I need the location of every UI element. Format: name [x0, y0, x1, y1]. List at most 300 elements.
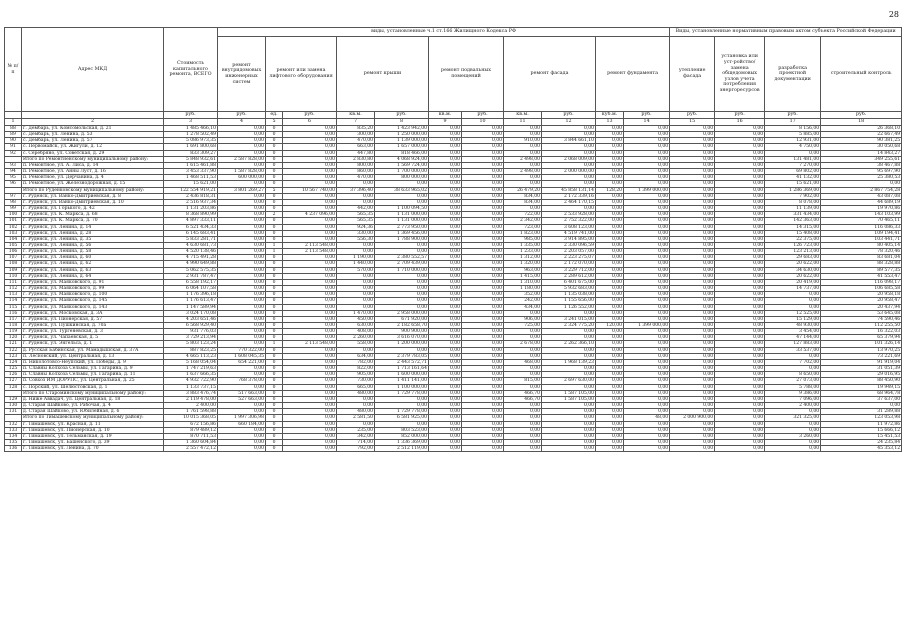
value-cell: 2 119 478,00 [164, 396, 218, 402]
value-cell: 0,00 [542, 427, 596, 433]
value-cell: 0,00 [429, 132, 462, 138]
value-cell: 123 053,98 [821, 415, 902, 421]
value-cell: 0,00 [596, 341, 624, 347]
value-cell: 0,00 [283, 156, 337, 162]
value-cell: 0,00 [624, 347, 670, 353]
value-cell: 0,00 [462, 144, 504, 150]
value-cell: 0,00 [462, 255, 504, 261]
value-cell: 0,00 [283, 329, 337, 335]
value-cell: 0,00 [429, 181, 462, 187]
units-cell: руб. [218, 112, 266, 119]
value-cell: 0,00 [218, 409, 266, 415]
row-number-cell: 88 [5, 126, 22, 132]
value-cell: 0,00 [765, 439, 821, 445]
value-cell: 0,00 [429, 353, 462, 359]
value-cell: 15 408,00 [765, 230, 821, 236]
value-cell: 142 363,00 [765, 218, 821, 224]
value-cell: 2 512 119,00 [375, 446, 429, 452]
value-cell: 0,00 [218, 316, 266, 322]
value-cell: 1 569 724,00 [375, 162, 429, 168]
value-cell: 20 622,00 [765, 273, 821, 279]
value-cell: 0,00 [504, 347, 542, 353]
value-cell: 242,00 [504, 298, 542, 304]
value-cell: 815,00 [504, 378, 542, 384]
value-cell: 0,00 [462, 446, 504, 452]
address-cell: г. Руденск, ул. Маяковского, д. 143 [22, 304, 164, 310]
value-cell: 0,00 [715, 162, 765, 168]
value-cell: 0 [266, 439, 283, 445]
value-cell: 0,00 [715, 144, 765, 150]
value-cell: 34 630,00 [765, 267, 821, 273]
value-cell: 0,00 [218, 403, 266, 409]
value-cell: 0,00 [765, 304, 821, 310]
value-cell: 0,00 [218, 304, 266, 310]
value-cell: 1 615 461,88 [164, 162, 218, 168]
value-cell: 0,00 [596, 446, 624, 452]
value-cell: 1 415,00 [504, 273, 542, 279]
value-cell: 834,00 [504, 193, 542, 199]
value-cell: 0,00 [283, 292, 337, 298]
value-cell: 5 [266, 187, 283, 193]
units-cell: кв.м. [429, 112, 462, 119]
units-cell: кв.м. [337, 112, 375, 119]
value-cell: 0,00 [670, 230, 715, 236]
value-cell: 19 970,86 [821, 206, 902, 212]
value-cell: 120,00 [596, 323, 624, 329]
row-number-cell: 113 [5, 292, 22, 298]
address-cell: г. Руденск, ул. Маяковского, д. 100 [22, 292, 164, 298]
address-cell: г. Руденск, ул. Ленина, д. 62 [22, 261, 164, 267]
address-cell: г. Руденск, ул. Ленина, д. 60 [22, 255, 164, 261]
value-cell: 1 180,00 [504, 286, 542, 292]
value-cell: 0,00 [624, 384, 670, 390]
value-cell: 0,00 [624, 273, 670, 279]
value-cell: 924,36 [337, 224, 375, 230]
address-cell: Итого по Тимашевскому муниципальному району: [22, 415, 164, 421]
value-cell: 0,00 [670, 329, 715, 335]
value-cell: 0,00 [283, 169, 337, 175]
value-cell: 0,00 [218, 335, 266, 341]
value-cell: 22 667,49 [821, 132, 902, 138]
value-cell: 10 015 368,05 [164, 415, 218, 421]
value-cell: 1 336 369,00 [375, 439, 429, 445]
value-cell: 556,30 [337, 236, 375, 242]
value-cell: 45 858 131,14 [542, 187, 596, 193]
value-cell: 0,00 [624, 150, 670, 156]
address-cell: г. Руденск, ул. Ленина, д. 58 [22, 249, 164, 255]
value-cell: 3 729 213,94 [164, 335, 218, 341]
value-cell: 466,70 [504, 396, 542, 402]
value-cell: 0,00 [283, 181, 337, 187]
value-cell: 447,80 [337, 150, 375, 156]
value-cell: 7 702,00 [765, 359, 821, 365]
value-cell: 0,00 [596, 292, 624, 298]
value-cell: 1 468 511,53 [164, 175, 218, 181]
value-cell: 0,00 [337, 396, 375, 402]
value-cell: 20 958,18 [821, 292, 902, 298]
value-cell: 0,00 [283, 193, 337, 199]
value-cell: 906,00 [504, 316, 542, 322]
value-cell: 0,00 [504, 353, 542, 359]
value-cell: 833 309,27 [164, 150, 218, 156]
value-cell: 0,00 [542, 372, 596, 378]
value-cell: 1 155 656,00 [542, 298, 596, 304]
value-cell: 630,00 [337, 323, 375, 329]
value-cell: 3 844 661,10 [542, 138, 596, 144]
value-cell: 910,00 [504, 138, 542, 144]
value-cell: 2 931 787,47 [164, 273, 218, 279]
value-cell: 0,00 [624, 359, 670, 365]
value-cell: 0,00 [624, 310, 670, 316]
value-cell: 2 113 548,00 [283, 242, 337, 248]
value-cell: 0,00 [624, 249, 670, 255]
value-cell: 1 729 778,00 [375, 409, 429, 415]
value-cell: 0 [266, 298, 283, 304]
value-cell: 0,00 [715, 224, 765, 230]
value-cell: 0,00 [218, 310, 266, 316]
value-cell: 27 073,00 [765, 378, 821, 384]
value-cell: 68 964,78 [821, 390, 902, 396]
value-cell: 0,00 [624, 261, 670, 267]
value-cell: 91 919,04 [821, 359, 902, 365]
value-cell: 47 144,00 [765, 335, 821, 341]
value-cell: 0,00 [715, 169, 765, 175]
value-cell: 0,00 [715, 138, 765, 144]
value-cell: 0,00 [283, 390, 337, 396]
value-cell: 0,00 [504, 126, 542, 132]
value-cell: 0,00 [429, 359, 462, 365]
value-cell: 0,00 [429, 273, 462, 279]
value-cell: 0,00 [624, 144, 670, 150]
federal-group-header: виды, установленные ч.1 ст.166 Жилищного Кодекса РФ [218, 28, 670, 37]
value-cell: 0 [266, 267, 283, 273]
value-cell: 2 443 572,71 [375, 359, 429, 365]
value-cell: 0,00 [375, 181, 429, 187]
value-cell: 2 557 472,12 [164, 446, 218, 452]
value-cell: 0,00 [429, 384, 462, 390]
value-cell: 0,00 [462, 224, 504, 230]
value-cell: 0,00 [624, 181, 670, 187]
value-cell: 2 400,00 [765, 403, 821, 409]
value-cell: 0 [266, 230, 283, 236]
value-cell: 0,00 [670, 378, 715, 384]
value-cell: 103 441,71 [821, 236, 902, 242]
value-cell: 0,00 [218, 206, 266, 212]
value-cell: 725,00 [504, 323, 542, 329]
row-number-cell: 97 [5, 193, 22, 199]
address-cell: с. Первомайск, ул. Жигули, д. 12 [22, 144, 164, 150]
value-cell: 0,00 [624, 396, 670, 402]
value-cell: 0 [266, 279, 283, 285]
value-cell: 95 697,90 [821, 169, 902, 175]
value-cell: 0,00 [283, 138, 337, 144]
value-cell: 0,00 [542, 439, 596, 445]
value-cell: 3 608 123,00 [542, 224, 596, 230]
value-cell: 0,00 [670, 421, 715, 427]
value-cell: 0,00 [429, 212, 462, 218]
value-cell: 0,00 [624, 341, 670, 347]
value-cell: 22 375,00 [765, 236, 821, 242]
value-cell: 0,00 [596, 286, 624, 292]
value-cell: 0,00 [218, 372, 266, 378]
value-cell: 0,00 [670, 433, 715, 439]
value-cell: 3 260,00 [765, 433, 821, 439]
value-cell: 634,00 [337, 353, 375, 359]
row-number-cell: 91 [5, 144, 22, 150]
value-cell: 1 968 139,23 [542, 359, 596, 365]
units-cell: руб. [715, 112, 765, 119]
value-cell: 0,00 [429, 427, 462, 433]
value-cell: 12 525,00 [765, 310, 821, 316]
units-cell: ед. [266, 112, 283, 119]
value-cell: 106 685,58 [821, 286, 902, 292]
value-cell: 0,00 [283, 298, 337, 304]
value-cell: 0,00 [715, 286, 765, 292]
column-number: 10 [462, 119, 504, 126]
value-cell: 0,00 [624, 433, 670, 439]
value-cell: 0,00 [596, 193, 624, 199]
value-cell: 0,00 [218, 162, 266, 168]
value-cell: 0,00 [596, 415, 624, 421]
value-cell: 0,00 [218, 224, 266, 230]
value-cell: 0,00 [429, 144, 462, 150]
value-cell: 0,00 [624, 212, 670, 218]
row-number-cell: 122 [5, 347, 22, 353]
value-cell: 0 [266, 199, 283, 205]
value-cell: 0 [266, 132, 283, 138]
address-cell: с. Порский, ул. Шелюстовская, д. 1 [22, 384, 164, 390]
value-cell: 0,00 [542, 415, 596, 421]
value-cell: 4 990 649,88 [164, 261, 218, 267]
value-cell: 26 368,10 [821, 126, 902, 132]
value-cell: 0,00 [596, 439, 624, 445]
value-cell: 442,00 [337, 206, 375, 212]
value-cell: 331 434,00 [765, 212, 821, 218]
address-cell: п. Ремонтное, ул. Железнодорожная, д. 15 [22, 181, 164, 187]
value-cell: 0,00 [283, 255, 337, 261]
value-cell: 0,00 [504, 403, 542, 409]
units-cell: руб. [821, 112, 902, 119]
value-cell: 0,00 [596, 310, 624, 316]
value-cell: 6 568 929,40 [164, 323, 218, 329]
row-number-cell: 115 [5, 304, 22, 310]
value-cell: 0,00 [542, 162, 596, 168]
value-cell: 0,00 [429, 279, 462, 285]
value-cell: 0,00 [218, 433, 266, 439]
value-cell: 0,00 [715, 341, 765, 347]
value-cell: 0,00 [542, 144, 596, 150]
value-cell: 0,00 [462, 390, 504, 396]
value-cell: 0,00 [596, 353, 624, 359]
row-number-cell: 135 [5, 439, 22, 445]
value-cell: 2 709 439,00 [375, 261, 429, 267]
value-cell: 0,00 [462, 242, 504, 248]
value-cell: 0,00 [596, 347, 624, 353]
value-cell: 770 322,00 [218, 347, 266, 353]
row-number-cell: 111 [5, 279, 22, 285]
address-cell: с. Серебряно, ул. Советская, д. 29 [22, 150, 164, 156]
value-cell: 0,00 [670, 292, 715, 298]
value-cell: 0,00 [283, 347, 337, 353]
value-cell: 0,00 [218, 273, 266, 279]
value-cell: 0,00 [429, 206, 462, 212]
col-cost-header: Стоимость капитального ремонта, ВСЕГО [164, 28, 218, 112]
value-cell: 0,00 [462, 427, 504, 433]
value-cell: 0,00 [462, 236, 504, 242]
value-cell: 0,00 [283, 433, 337, 439]
address-cell: п. Ремонтное, ул. А. Лиса, д. 14 [22, 162, 164, 168]
address-cell: п. Николотовсо-Неупский, ул. Победы, д. 9 [22, 359, 164, 365]
sub-header-elevator: ремонт или замена лифтового оборудования [266, 37, 337, 112]
value-cell: 1 608 045,35 [218, 353, 266, 359]
value-cell: 2 380 552,57 [375, 255, 429, 261]
value-cell: 0,00 [596, 199, 624, 205]
value-cell: 0,00 [429, 323, 462, 329]
value-cell: 0,00 [218, 236, 266, 242]
value-cell: 792,00 [337, 446, 375, 452]
value-cell: 20 419,00 [765, 279, 821, 285]
value-cell: 0,00 [218, 199, 266, 205]
value-cell: 1 713 161,64 [375, 366, 429, 372]
value-cell: 0,00 [218, 242, 266, 248]
value-cell: 0,00 [429, 169, 462, 175]
value-cell: 0,00 [624, 298, 670, 304]
row-number-cell: 128 [5, 384, 22, 390]
address-cell: г. Руденск, ул. Чапаевская, д. 5 [22, 335, 164, 341]
value-cell: 109 194,41 [821, 230, 902, 236]
value-cell: 0,00 [283, 396, 337, 402]
value-cell: 1 135 038,00 [542, 292, 596, 298]
value-cell: 985,00 [504, 236, 542, 242]
value-cell: 0,00 [283, 286, 337, 292]
value-cell: 723,00 [504, 224, 542, 230]
value-cell: 1 788 900,00 [375, 236, 429, 242]
address-cell: Итого по Ремонтненскому муниципальному району: [22, 156, 164, 162]
address-cell: г. Руденск, ул. Маяковского, д. 91 [22, 279, 164, 285]
value-cell: 0,00 [504, 329, 542, 335]
value-cell: 0,00 [283, 403, 337, 409]
value-cell: 2 379 783,05 [375, 353, 429, 359]
value-cell: 672 156,86 [164, 421, 218, 427]
value-cell: 2 330 096,59 [542, 242, 596, 248]
value-cell: 1 761 598,88 [164, 409, 218, 415]
value-cell: 143 103,99 [821, 212, 902, 218]
value-cell: 852 000,00 [375, 433, 429, 439]
column-number: 6 [283, 119, 337, 126]
value-cell: 4 897 333,11 [164, 218, 218, 224]
value-cell: 0,00 [596, 162, 624, 168]
value-cell: 2 223 275,07 [542, 255, 596, 261]
value-cell: 2 113 548,00 [283, 341, 337, 347]
sub-header-supervision: строительный контроль [821, 37, 902, 112]
row-number-cell: 130 [5, 403, 22, 409]
value-cell: 0,00 [542, 206, 596, 212]
column-number: 16 [715, 119, 765, 126]
value-cell: 0,00 [504, 175, 542, 181]
value-cell: 0,00 [218, 366, 266, 372]
repair-program-table [4, 27, 902, 452]
value-cell: 0,00 [462, 439, 504, 445]
value-cell: 0,00 [462, 409, 504, 415]
address-cell: п. Ремонтное, ул. Анны Луст, д. 16 [22, 169, 164, 175]
value-cell: 0,00 [765, 409, 821, 415]
value-cell: 0,00 [283, 206, 337, 212]
row-number-cell: 133 [5, 427, 22, 433]
row-number-cell: 105 [5, 242, 22, 248]
value-cell: 19 949,15 [821, 384, 902, 390]
value-cell: 0,00 [596, 409, 624, 415]
value-cell: 0,00 [429, 138, 462, 144]
value-cell: 0,00 [337, 249, 375, 255]
value-cell: 0 [266, 138, 283, 144]
value-cell: 450,00 [337, 316, 375, 322]
value-cell: 470,00 [337, 138, 375, 144]
value-cell: 0,00 [670, 261, 715, 267]
value-cell: 126 723,00 [765, 242, 821, 248]
value-cell: 0,00 [596, 329, 624, 335]
value-cell: 0,00 [462, 162, 504, 168]
value-cell: 2 000 900,00 [670, 415, 715, 421]
value-cell: 0,00 [283, 439, 337, 445]
value-cell: 800 000,00 [375, 175, 429, 181]
address-cell: г. Тимашевск, ул. Башенского, д. 39 [22, 439, 164, 445]
value-cell: 3 454,00 [765, 329, 821, 335]
value-cell: 782,00 [337, 359, 375, 365]
value-cell: 466,70 [504, 390, 542, 396]
value-cell: 0,00 [375, 242, 429, 248]
value-cell: 0,00 [670, 138, 715, 144]
value-cell: 1 278 502,49 [164, 132, 218, 138]
value-cell: 480,00 [337, 390, 375, 396]
value-cell: 0,00 [596, 218, 624, 224]
value-cell: 0,00 [596, 150, 624, 156]
value-cell: 0,00 [624, 236, 670, 242]
value-cell: 2 172 070,00 [542, 261, 596, 267]
address-cell: п. Совхоз ИМ ДОРУПС, ул. Центральная, д. 25 [22, 378, 164, 384]
value-cell: 5 168 054,04 [164, 359, 218, 365]
value-cell: 0,00 [596, 206, 624, 212]
value-cell: 0,00 [670, 439, 715, 445]
value-cell: 0,00 [283, 378, 337, 384]
value-cell: 0,00 [462, 329, 504, 335]
address-cell: г. Тимашевск, ул. Пионерская, д. 10 [22, 427, 164, 433]
value-cell: 0,00 [715, 316, 765, 322]
value-cell: 0,00 [462, 335, 504, 341]
value-cell: 1 600 000,00 [375, 372, 429, 378]
value-cell: 0,00 [462, 218, 504, 224]
value-cell: 0,00 [462, 150, 504, 156]
value-cell: 0 [266, 126, 283, 132]
value-cell: 235,00 [337, 427, 375, 433]
value-cell: 1 [266, 242, 283, 248]
value-cell: 1 250 000,00 [375, 132, 429, 138]
value-cell: 0,00 [715, 236, 765, 242]
value-cell: 0,00 [542, 433, 596, 439]
value-cell: 2 000 000,00 [542, 169, 596, 175]
value-cell: 0,00 [429, 310, 462, 316]
value-cell: 0,00 [542, 181, 596, 187]
address-cell: д. Ниже Аввадач, ул. Центральная, д. 18 [22, 396, 164, 402]
value-cell: 14 843,27 [821, 150, 902, 156]
value-cell: 41 553,47 [821, 273, 902, 279]
value-cell: 0,00 [504, 310, 542, 316]
value-cell: 565,35 [337, 212, 375, 218]
row-number-cell: 101 [5, 218, 22, 224]
value-cell: 434,00 [504, 304, 542, 310]
value-cell: 0 [266, 433, 283, 439]
value-cell: 0,00 [462, 169, 504, 175]
value-cell: 83 681,04 [821, 255, 902, 261]
